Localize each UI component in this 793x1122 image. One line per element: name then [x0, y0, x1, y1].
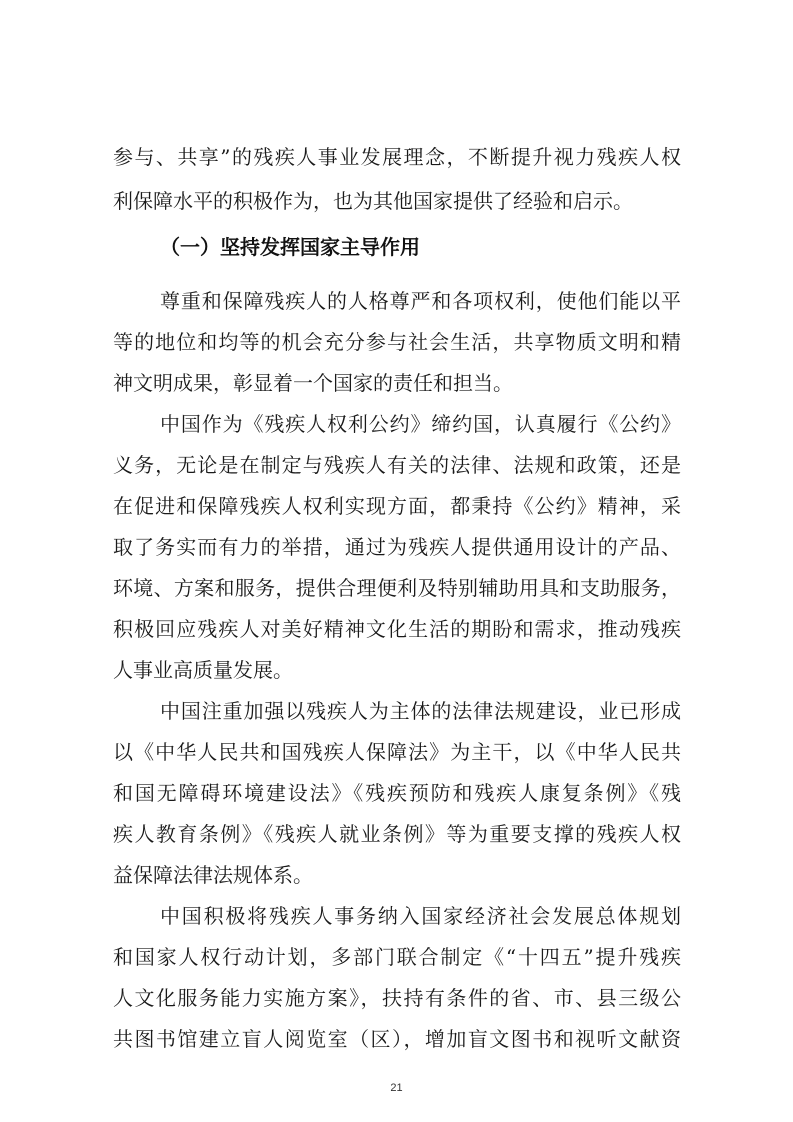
- text-line: 和国无障碍环境建设法》《残疾预防和残疾人康复条例》《残: [113, 781, 681, 805]
- text-line: 人事业高质量发展。: [113, 658, 293, 682]
- text-line: 在促进和保障残疾人权利实现方面，都秉持《公约》精神，采: [113, 494, 681, 518]
- text-line: 中国作为《残疾人权利公约》缔约国，认真履行《公约》: [160, 412, 681, 436]
- text-line: 中国注重加强以残疾人为主体的法律法规建设，业已形成: [160, 699, 681, 723]
- text-line: 积极回应残疾人对美好精神文化生活的期盼和需求，推动残疾: [113, 617, 681, 641]
- text-line: 以《中华人民共和国残疾人保障法》为主干，以《中华人民共: [113, 740, 681, 764]
- text-line: 取了务实而有力的举措，通过为残疾人提供通用设计的产品、: [113, 535, 681, 559]
- text-line: 疾人教育条例》《残疾人就业条例》等为重要支撑的残疾人权: [113, 822, 681, 846]
- page-number: 21: [390, 1082, 403, 1094]
- text-line: 利保障水平的积极作为，也为其他国家提供了经验和启示。: [113, 189, 633, 213]
- text-line: 神文明成果，彰显着一个国家的责任和担当。: [113, 371, 513, 395]
- text-line: 环境、方案和服务，提供合理便利及特别辅助用具和支助服务，: [113, 576, 681, 600]
- text-line: 益保障法律法规体系。: [113, 863, 313, 887]
- text-line: 义务，无论是在制定与残疾人有关的法律、法规和政策，还是: [113, 453, 681, 477]
- section-heading: （一）坚持发挥国家主导作用: [160, 235, 420, 259]
- text-line: 中国积极将残疾人事务纳入国家经济社会发展总体规划: [160, 904, 681, 928]
- text-line: 等的地位和均等的机会充分参与社会生活，共享物质文明和精: [113, 330, 681, 354]
- text-line: 参与、共享”的残疾人事业发展理念，不断提升视力残疾人权: [113, 145, 681, 169]
- text-line: 人文化服务能力实施方案》，扶持有条件的省、市、县三级公: [113, 986, 681, 1010]
- text-line: 尊重和保障残疾人的人格尊严和各项权利，使他们能以平: [160, 289, 681, 313]
- text-line: 共图书馆建立盲人阅览室（区），增加盲文图书和视听文献资: [113, 1027, 681, 1051]
- text-line: 和国家人权行动计划，多部门联合制定《“十四五”提升残疾: [113, 945, 681, 969]
